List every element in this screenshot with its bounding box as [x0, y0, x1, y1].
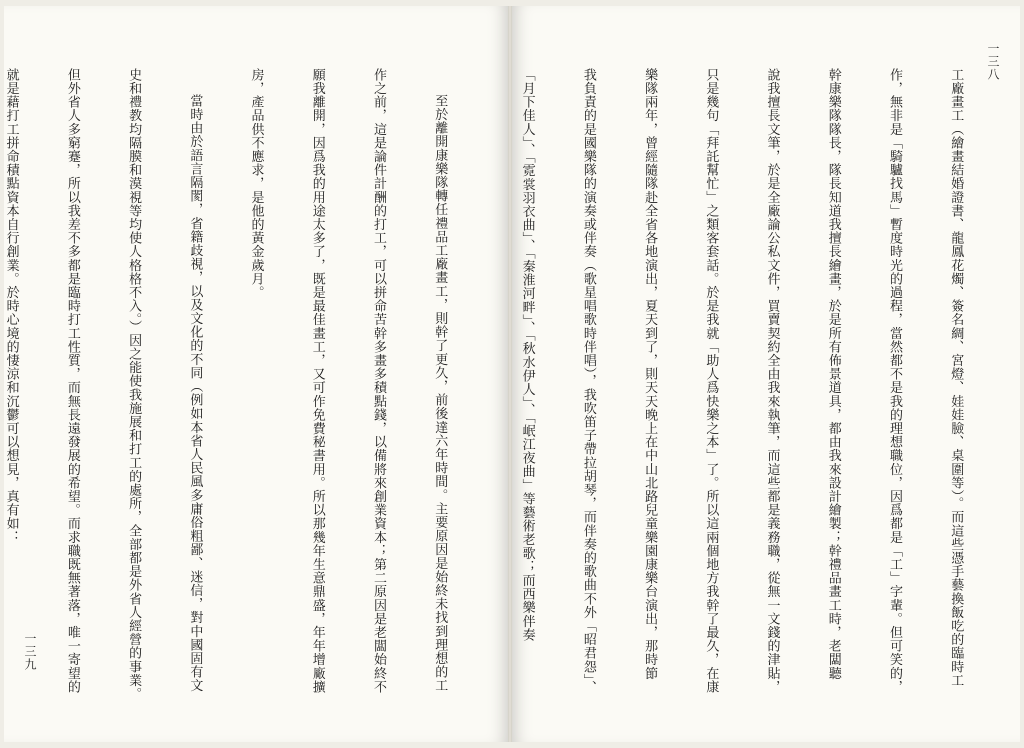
text-line: 就是藉打工拼命積點資本自行創業。於時心境的悽涼和沉鬱可以想見，真有如： [4, 68, 19, 544]
text-line: 幹康樂隊隊長，隊長知道我擅長繪畫，於是所有佈景道具，都由我來設計繪製；幹禮品畫工時，老闆聽 [825, 68, 841, 680]
left-page [4, 6, 508, 742]
text-line: 房，產品供不應求，是他的黃金歲月。 [248, 68, 264, 300]
text-line: 史和禮教均隔膜和漠視等均使人格格不入。）因之能使我施展和打工的處所，全部都是外省人經營的事業。 [126, 68, 142, 701]
right-page-text [519, 68, 1006, 708]
text-line: 作之前，這是論件計酬的打工，可以拼命苦幹多畫多積點錢，以備將來創業資本；第二原因是老闆始終不 [370, 68, 386, 694]
text-line: 但外省人多窮蹇，所以我差不多都是臨時打工性質，而無長遠發展的希望。而求職既無著落，唯一寄望的 [64, 68, 80, 694]
text-line: 工廠畫工（繪畫結婚證書、龍鳳花燭、簽名綢、宮燈、娃娃臉、桌圍等）。而這些憑手藝換飯吃的臨時工 [948, 68, 964, 688]
page-number: 一三九 [23, 632, 37, 671]
right-page [512, 6, 1020, 742]
text-line: 我負責的是國樂隊的演奏或伴奏（歌星唱歌時伴唱），我吹笛子帶拉胡琴，而伴奏的歌曲不外「昭君怨」、 [580, 68, 596, 695]
text-line: 願我離開，因爲我的用途太多了，既是最佳畫工，又可作免費秘書用。所以那幾年生意鼎盛，年年增廠擴 [309, 68, 325, 694]
text-line: 只是幾句「拜託幫忙」之類客套話。於是我就「助人爲快樂之本」了。所以這兩個地方我幹了最久，在康 [703, 68, 719, 694]
text-line: 當時由於語言隔閡，省籍歧視，以及文化的不同（例如本省人民風多庸俗粗鄙、迷信，對中國固有文 [187, 94, 203, 693]
text-line: 說我擅長文筆，於是全廠論公私文件，買賣契約全由我來執筆，而這些都是義務職，從無一文錢的津貼， [764, 68, 780, 694]
text-line: 至於離開康樂隊轉任禮品工廠畫工，則幹了更久，前後達六年時間。主要原因是始終未找到理想的工 [432, 94, 448, 693]
page-number: 一三八 [986, 42, 1000, 81]
text-line: 作，無非是「騎驢找馬」暫度時光的過程，當然都不是我的理想職位，因爲都是「工」字輩。但可笑的， [886, 68, 902, 694]
text-line: 「月下佳人」、「霓裳羽衣曲」、「秦淮河畔」、「秋水伊人」、「岷江夜曲」等藝術老歌；而西樂伴奏 [519, 68, 535, 642]
text-line: 樂隊兩年，曾經隨隊赴全省各地演出，夏天到了，則天天晚上在中山北路兒童樂園康樂台演出，那時節 [642, 68, 658, 680]
